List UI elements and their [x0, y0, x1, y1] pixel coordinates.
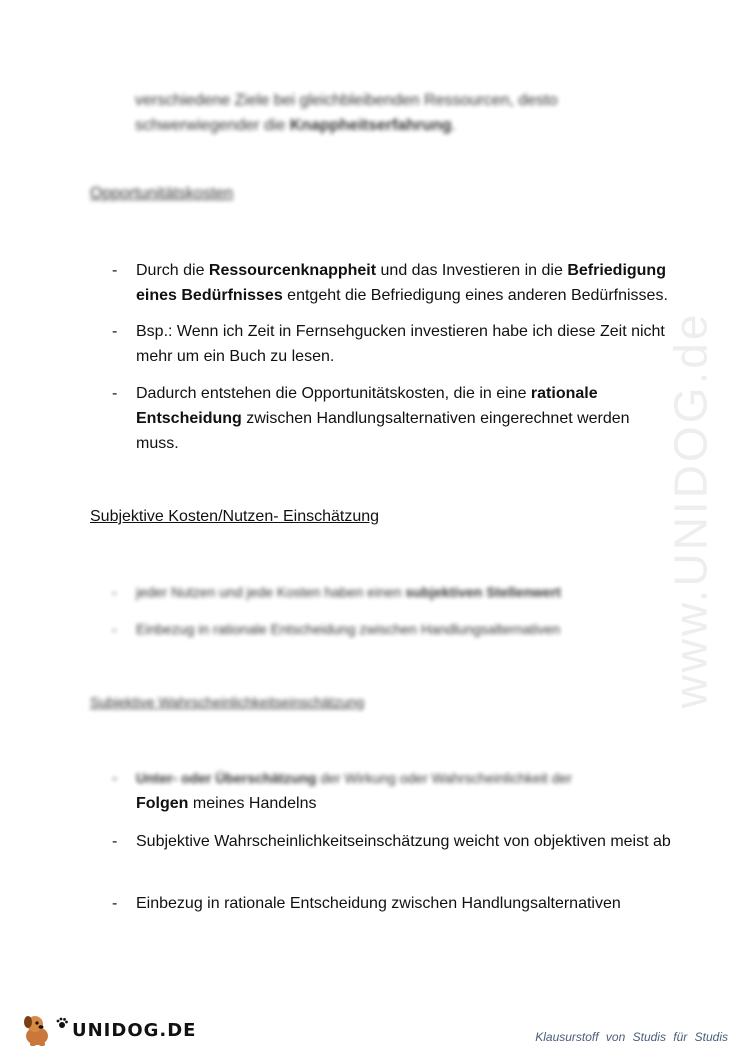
list-dash: - — [112, 584, 117, 600]
section-heading-opportunitaetskosten: Opportunitätskosten — [90, 185, 234, 202]
list-dash: - — [112, 262, 118, 279]
list-dash: - — [112, 833, 118, 850]
list-item-line-1: Unter- oder Überschätzung der Wirkung oder Wahrscheinlichkeit der — [136, 770, 572, 786]
list-item-text: Einbezug in rationale Entscheidung zwischen Handlungsalternativen — [136, 895, 621, 912]
list-dash: - — [112, 385, 118, 402]
list-dash: - — [112, 621, 117, 637]
list-item-text — [136, 766, 672, 816]
list-item-text: Einbezug in rationale Entscheidung zwischen Handlungsalternativen — [136, 621, 561, 637]
unidog-logo — [20, 1010, 196, 1050]
logo-text: UNIDOG.DE — [72, 1019, 197, 1041]
list-item-text: Bsp.: Wenn ich Zeit in Fernsehgucken investieren habe ich diese Zeit nicht mehr um ein Buch zu lesen. — [136, 323, 665, 365]
section-heading-kosten-nutzen: Subjektive Kosten/Nutzen- Einschätzung — [90, 508, 380, 525]
footer-tagline: Klausurstoff von Studis für Studis — [535, 1030, 728, 1044]
intro-paragraph — [135, 88, 615, 138]
list-dash: - — [112, 770, 118, 787]
list-item-text: Subjektive Wahrscheinlichkeitseinschätzung weicht von objektiven meist ab — [136, 833, 671, 850]
list-item-text: Durch die Ressourcenknappheit und das Investieren in die Befriedigung eines Bedürfnisses entgeht die Befriedigung eines anderen Bedürfnisses. — [136, 262, 668, 304]
dog-mascot-icon — [20, 1012, 54, 1048]
list-item-text: jeder Nutzen und jede Kosten haben einen subjektiven Stellenwert — [136, 584, 561, 600]
watermark-text: www.UNIDOG.de — [664, 311, 717, 709]
list-item-text: Dadurch entstehen die Opportunitätskosten, die in eine rationale Entscheidung zwischen Handlungsalternativen eingerechnet werden muss. — [136, 385, 630, 452]
list-item-line-2: Folgen meines Handelns — [136, 795, 317, 812]
intro-line-1: verschiedene Ziele bei gleichbleibenden Ressourcen, desto — [135, 92, 558, 109]
section-heading-wahrscheinlichkeit: Subjektive Wahrscheinlichkeitseinschätzung — [90, 694, 365, 710]
list-dash: - — [112, 323, 118, 340]
list-dash: - — [112, 895, 118, 912]
intro-line-2: schwerwiegender die Knappheitserfahrung. — [135, 117, 456, 134]
paw-icon — [56, 1017, 68, 1029]
